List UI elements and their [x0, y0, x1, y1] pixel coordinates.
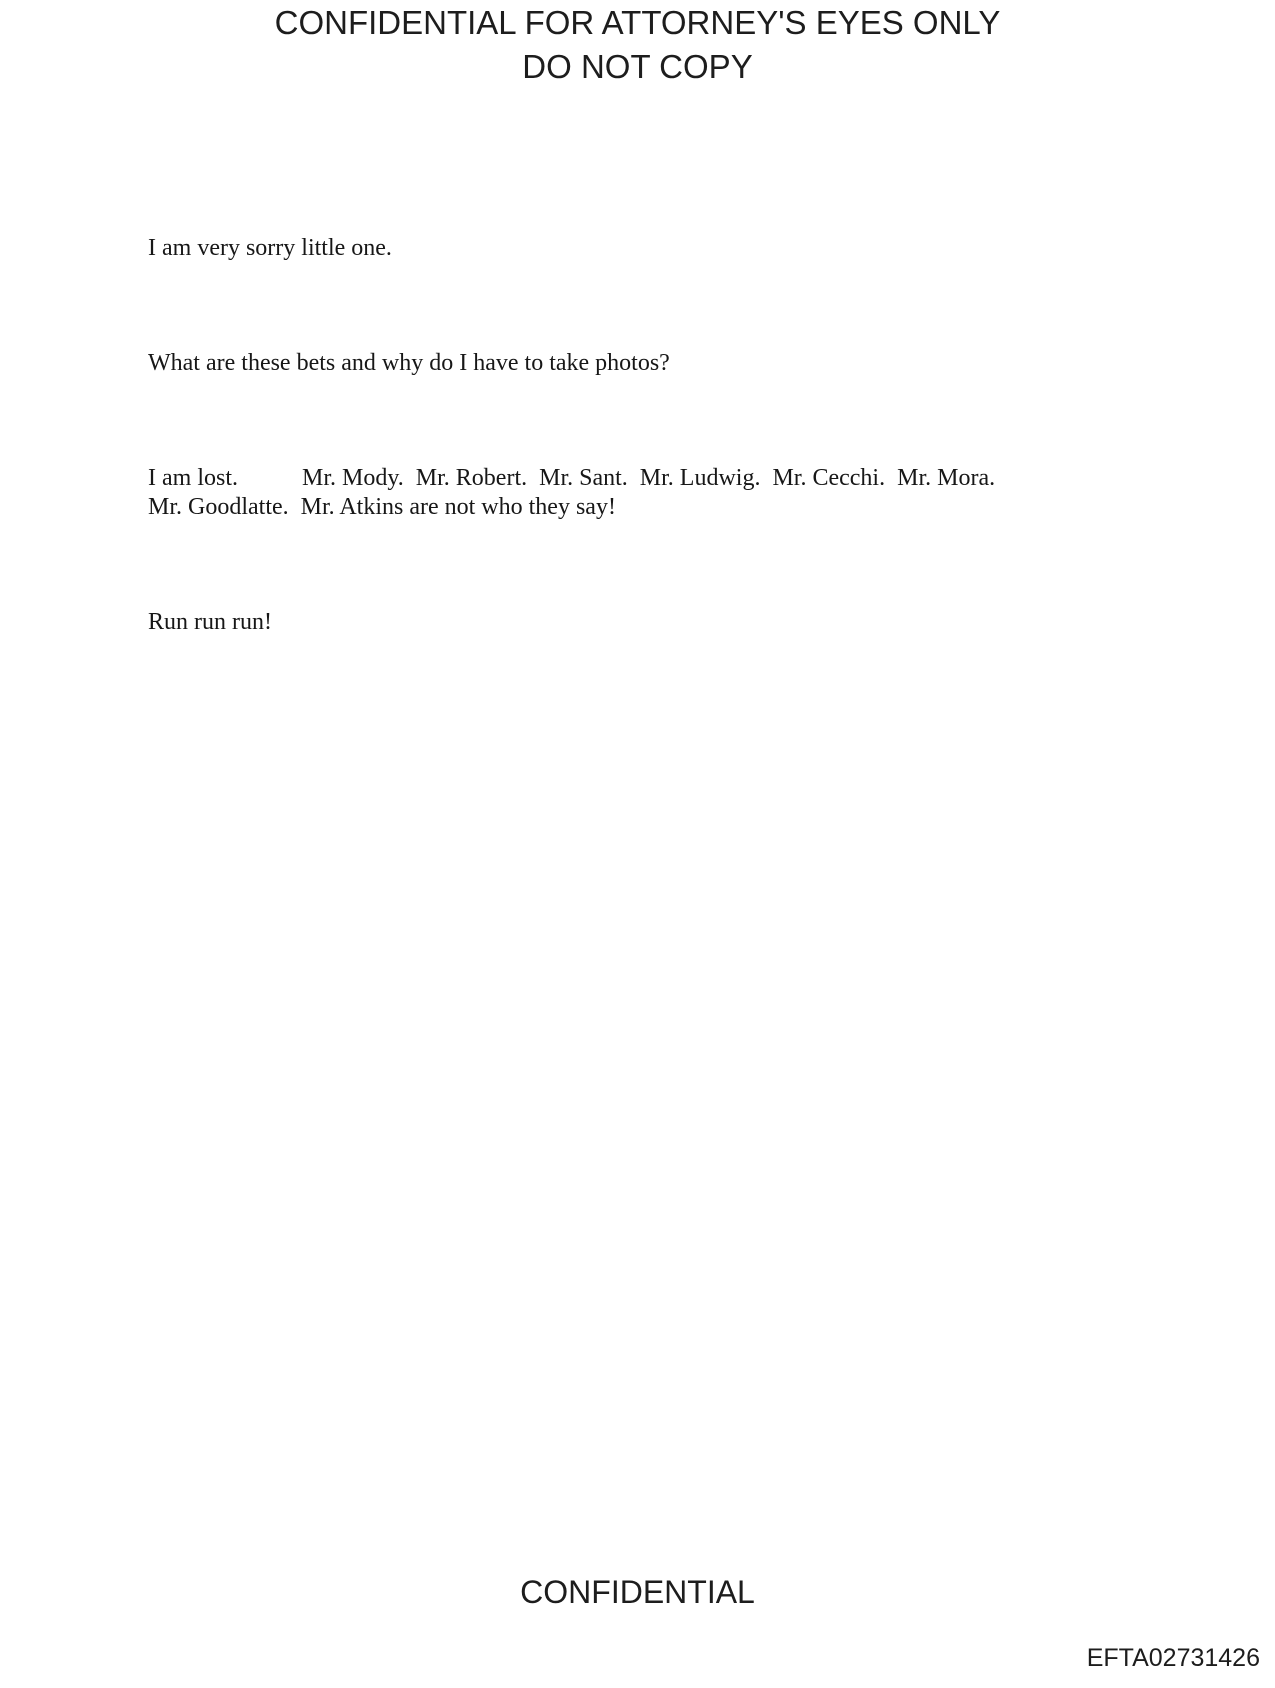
- letter-paragraph-4: Run run run!: [148, 609, 272, 635]
- confidentiality-header: [0, 1, 1275, 89]
- confidential-stamp: CONFIDENTIAL: [520, 1574, 755, 1610]
- letter-paragraph-3: [148, 464, 1048, 522]
- confidentiality-header-line2: DO NOT COPY: [522, 48, 753, 85]
- letter-paragraph-3-line-2: Mr. Goodlatte. Mr. Atkins are not who they say!: [148, 494, 616, 520]
- letter-paragraph-1: I am very sorry little one.: [148, 235, 392, 261]
- letter-paragraph-3-line-1: [148, 464, 1048, 493]
- bates-number: EFTA02731426: [1086, 1644, 1260, 1672]
- letter-paragraph-3-names: Mr. Mody. Mr. Robert. Mr. Sant. Mr. Ludwig. Mr. Cecchi. Mr. Mora.: [302, 465, 996, 491]
- letter-paragraph-3-intro: I am lost.: [148, 465, 238, 491]
- letter-body: [148, 176, 1048, 723]
- confidentiality-header-line1: CONFIDENTIAL FOR ATTORNEY'S EYES ONLY: [274, 4, 1001, 41]
- letter-paragraph-2: What are these bets and why do I have to take photos?: [148, 350, 670, 376]
